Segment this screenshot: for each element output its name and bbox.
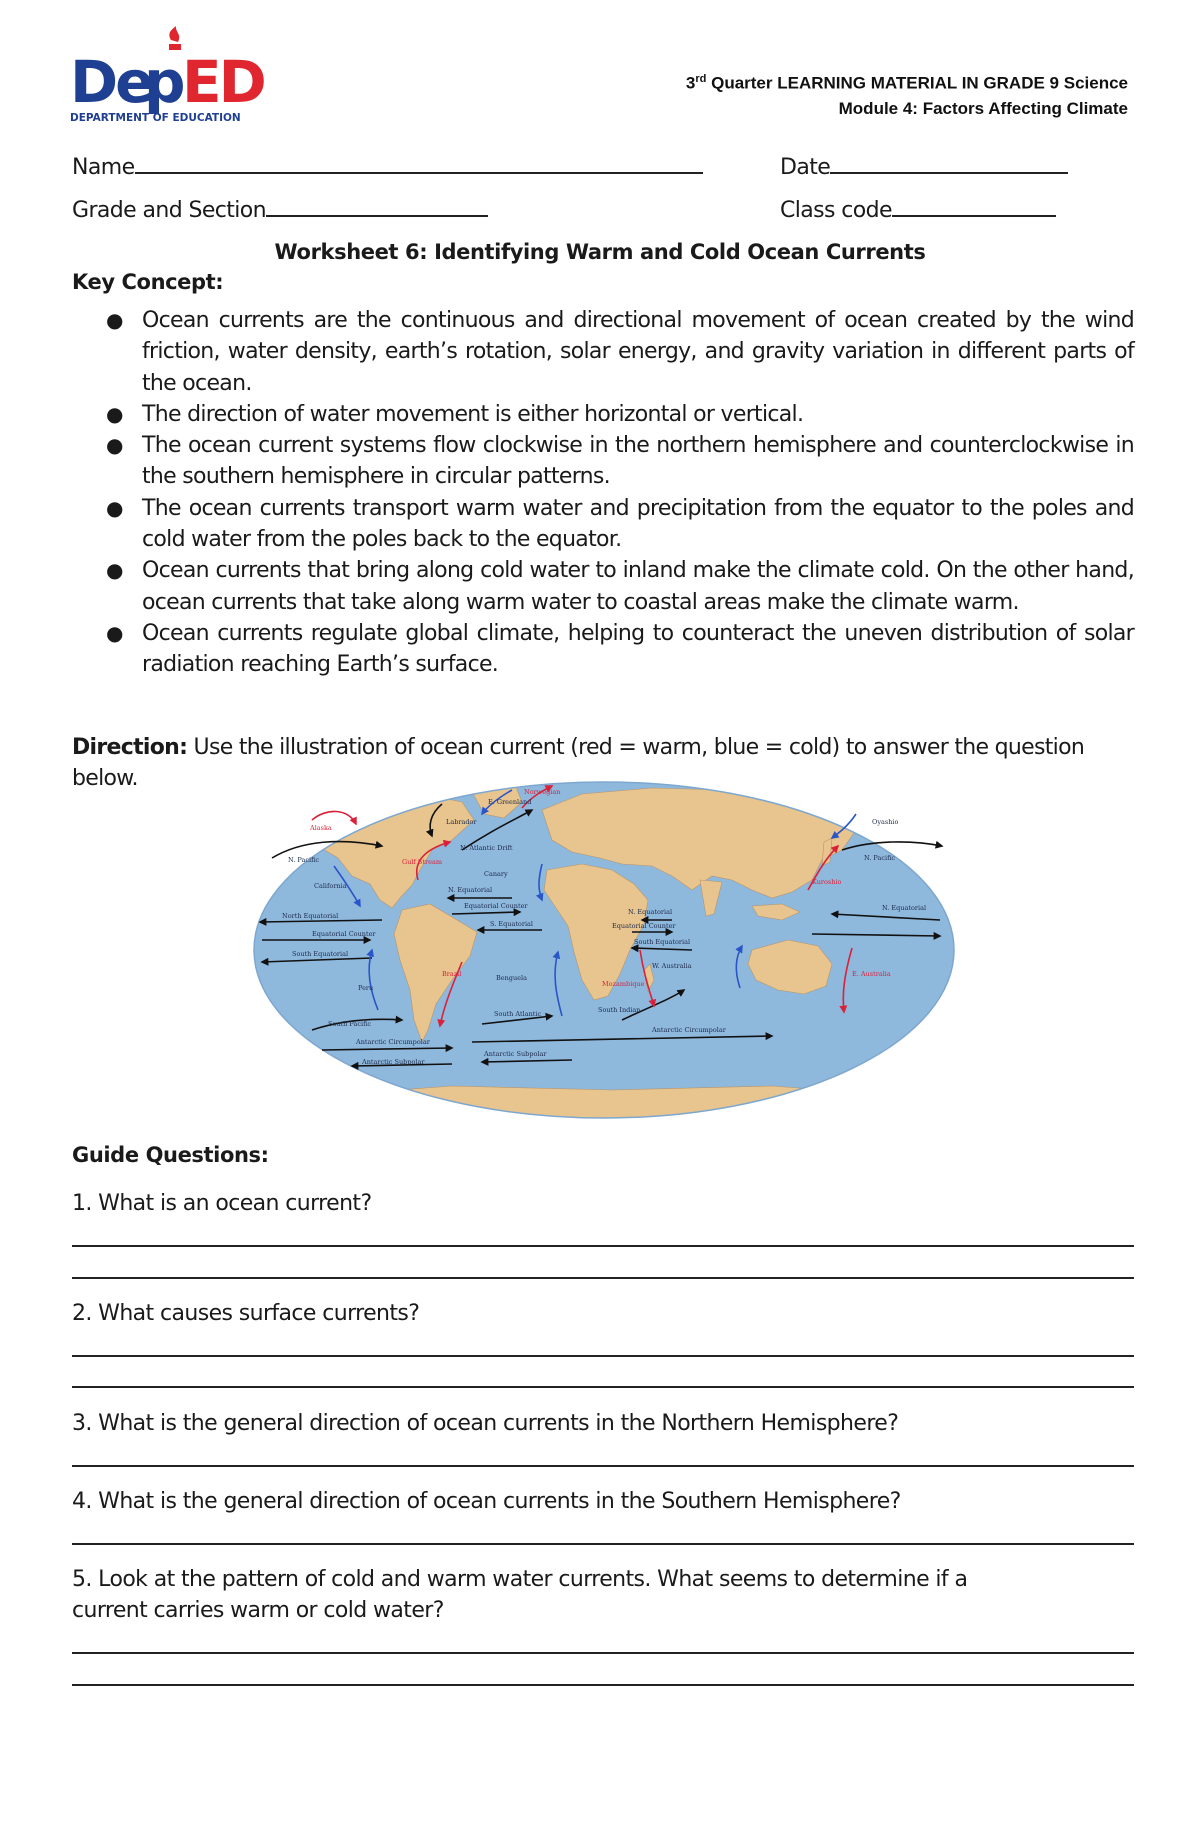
label-n-atlantic-drift: N. Atlantic Drift (460, 844, 513, 852)
label-equatorial-counter-ind: Equatorial Counter (612, 922, 676, 930)
answer-line-2b[interactable] (72, 1386, 1134, 1388)
list-item: ● The ocean current systems flow clockwise in the northern hemisphere and counterclockwise in the southern hemisphere in circular patterns. (72, 430, 1134, 493)
list-item: ● Ocean currents that bring along cold water to inland make the climate cold. On the other hand, ocean currents that take along warm water to coastal areas make the climate warm. (72, 555, 1134, 618)
name-field[interactable] (72, 154, 703, 180)
label-n-equatorial-atl: N. Equatorial (448, 886, 493, 894)
label-north-equatorial-w: North Equatorial (282, 912, 339, 920)
label-benguela: Benguela (496, 974, 527, 982)
question-5-line-1: 5. Look at the pattern of cold and warm water currents. What seems to determine if a (72, 1567, 968, 1592)
list-item: ● The direction of water movement is either horizontal or vertical. (72, 399, 1134, 430)
answer-line-3[interactable] (72, 1465, 1134, 1467)
question-1: 1. What is an ocean current? (72, 1191, 372, 1216)
label-e-australia: E. Australia (852, 970, 891, 978)
direction-label: Direction: (72, 735, 188, 760)
answer-line-1a[interactable] (72, 1245, 1134, 1247)
label-brazil: Brazil (442, 970, 462, 978)
answer-line-4[interactable] (72, 1543, 1134, 1545)
bullet-icon: ● (106, 620, 123, 645)
grade-title: Quarter LEARNING MATERIAL IN GRADE 9 Science (706, 73, 1128, 93)
label-norwegian: Norwegian (524, 788, 561, 796)
question-2: 2. What causes surface currents? (72, 1301, 420, 1326)
quarter-number: 3 (685, 73, 696, 93)
label-south-equatorial-w: South Equatorial (292, 950, 349, 958)
label-labrador: Labrador (446, 818, 477, 826)
list-item: ● The ocean currents transport warm water and precipitation from the equator to the poles and cold water from the poles back to the equator. (72, 493, 1134, 556)
grade-section-field[interactable] (72, 197, 488, 223)
svg-text:ED: ED (182, 48, 264, 116)
label-california: California (314, 882, 347, 890)
label-antarctic-circumpolar-w: Antarctic Circumpolar (356, 1038, 430, 1046)
direction-body: Use the illustration of ocean current (red = warm, blue = cold) to answer the question below. (72, 735, 1085, 791)
date-field[interactable] (780, 154, 1068, 180)
question-4: 4. What is the general direction of ocean currents in the Southern Hemisphere? (72, 1489, 901, 1514)
label-kuroshio: Kuroshio (812, 878, 842, 886)
label-mozambique: Mozambique (602, 980, 645, 988)
label-alaska: Alaska (310, 824, 332, 832)
bullet-icon: ● (106, 495, 123, 520)
answer-line-1b[interactable] (72, 1277, 1134, 1279)
key-concept-list (72, 305, 1134, 681)
alaska-arrow (312, 811, 356, 824)
label-canary: Canary (484, 870, 508, 878)
header-line-2: Module 4: Factors Affecting Climate (838, 99, 1128, 118)
answer-line-5b[interactable] (72, 1684, 1134, 1686)
label-south-pacific: South Pacific (328, 1020, 372, 1028)
label-e-greenland: E. Greenland (488, 798, 532, 806)
label-antarctic-circumpolar-e: Antarctic Circumpolar (652, 1026, 726, 1034)
label-n-equatorial-ind: N. Equatorial (628, 908, 673, 916)
list-item: ● Ocean currents regulate global climate, helping to counteract the uneven distribution of solar radiation reaching Earth’s surface. (72, 618, 1134, 681)
label-w-australia: W. Australia (652, 962, 692, 970)
label-antarctic-subpolar-e: Antarctic Subpolar (484, 1050, 547, 1058)
label-south-equatorial-ind: South Equatorial (634, 938, 691, 946)
svg-text:p: p (144, 48, 186, 116)
guide-questions-label: Guide Questions: (72, 1143, 269, 1167)
question-5 (72, 1564, 1134, 1626)
worksheet-title: Worksheet 6: Identifying Warm and Cold Ocean Currents (274, 240, 926, 264)
bullet-icon: ● (106, 558, 123, 583)
header-line-1 (686, 73, 1128, 94)
label-equatorial-counter-w: Equatorial Counter (312, 930, 376, 938)
label-equatorial-counter-atl: Equatorial Counter (464, 902, 528, 910)
label-oyashio: Oyashio (872, 818, 899, 826)
label-n-equatorial-e: N. Equatorial (882, 904, 927, 912)
bullet-icon: ● (106, 308, 123, 332)
ocean-currents-map (252, 780, 956, 1120)
name-label: Name (72, 155, 135, 180)
label-south-indian: South Indian (598, 1006, 641, 1014)
class-code-field[interactable] (780, 197, 1056, 223)
question-3: 3. What is the general direction of ocean currents in the Northern Hemisphere? (72, 1411, 899, 1436)
key-concept-label: Key Concept: (72, 270, 224, 294)
bullet-icon: ● (106, 401, 123, 426)
label-peru: Peru (358, 984, 374, 992)
torch-icon (169, 26, 181, 50)
answer-line-2a[interactable] (72, 1355, 1134, 1357)
label-south-atlantic: South Atlantic (494, 1010, 542, 1018)
deped-logo (70, 26, 280, 126)
label-antarctic-subpolar-w: Antarctic Subpolar (362, 1058, 425, 1066)
grade-section-label: Grade and Section (72, 198, 266, 223)
logo-subtitle: DEPARTMENT OF EDUCATION (70, 112, 241, 124)
date-label: Date (780, 155, 831, 180)
class-code-label: Class code (780, 198, 892, 223)
quarter-suffix: rd (695, 73, 707, 85)
grade-section-blank[interactable] (266, 197, 488, 217)
svg-text:De: De (70, 48, 152, 116)
label-s-equatorial-atl: S. Equatorial (490, 920, 533, 928)
name-blank[interactable] (135, 154, 703, 174)
answer-line-5a[interactable] (72, 1652, 1134, 1654)
date-blank[interactable] (830, 154, 1068, 174)
question-5-line-2: current carries warm or cold water? (72, 1598, 444, 1623)
list-item: ● Ocean currents are the continuous and directional movement of ocean created by the wind friction, water density, earth’s rotation, solar energy, and gravity variation in different parts of the ocean. (72, 305, 1134, 399)
bullet-icon: ● (106, 433, 123, 458)
class-code-blank[interactable] (892, 197, 1056, 217)
label-n-pacific-e: N. Pacific (864, 854, 896, 862)
label-gulf-stream: Gulf Stream (402, 858, 442, 866)
label-n-pacific-w: N. Pacific (288, 856, 320, 864)
